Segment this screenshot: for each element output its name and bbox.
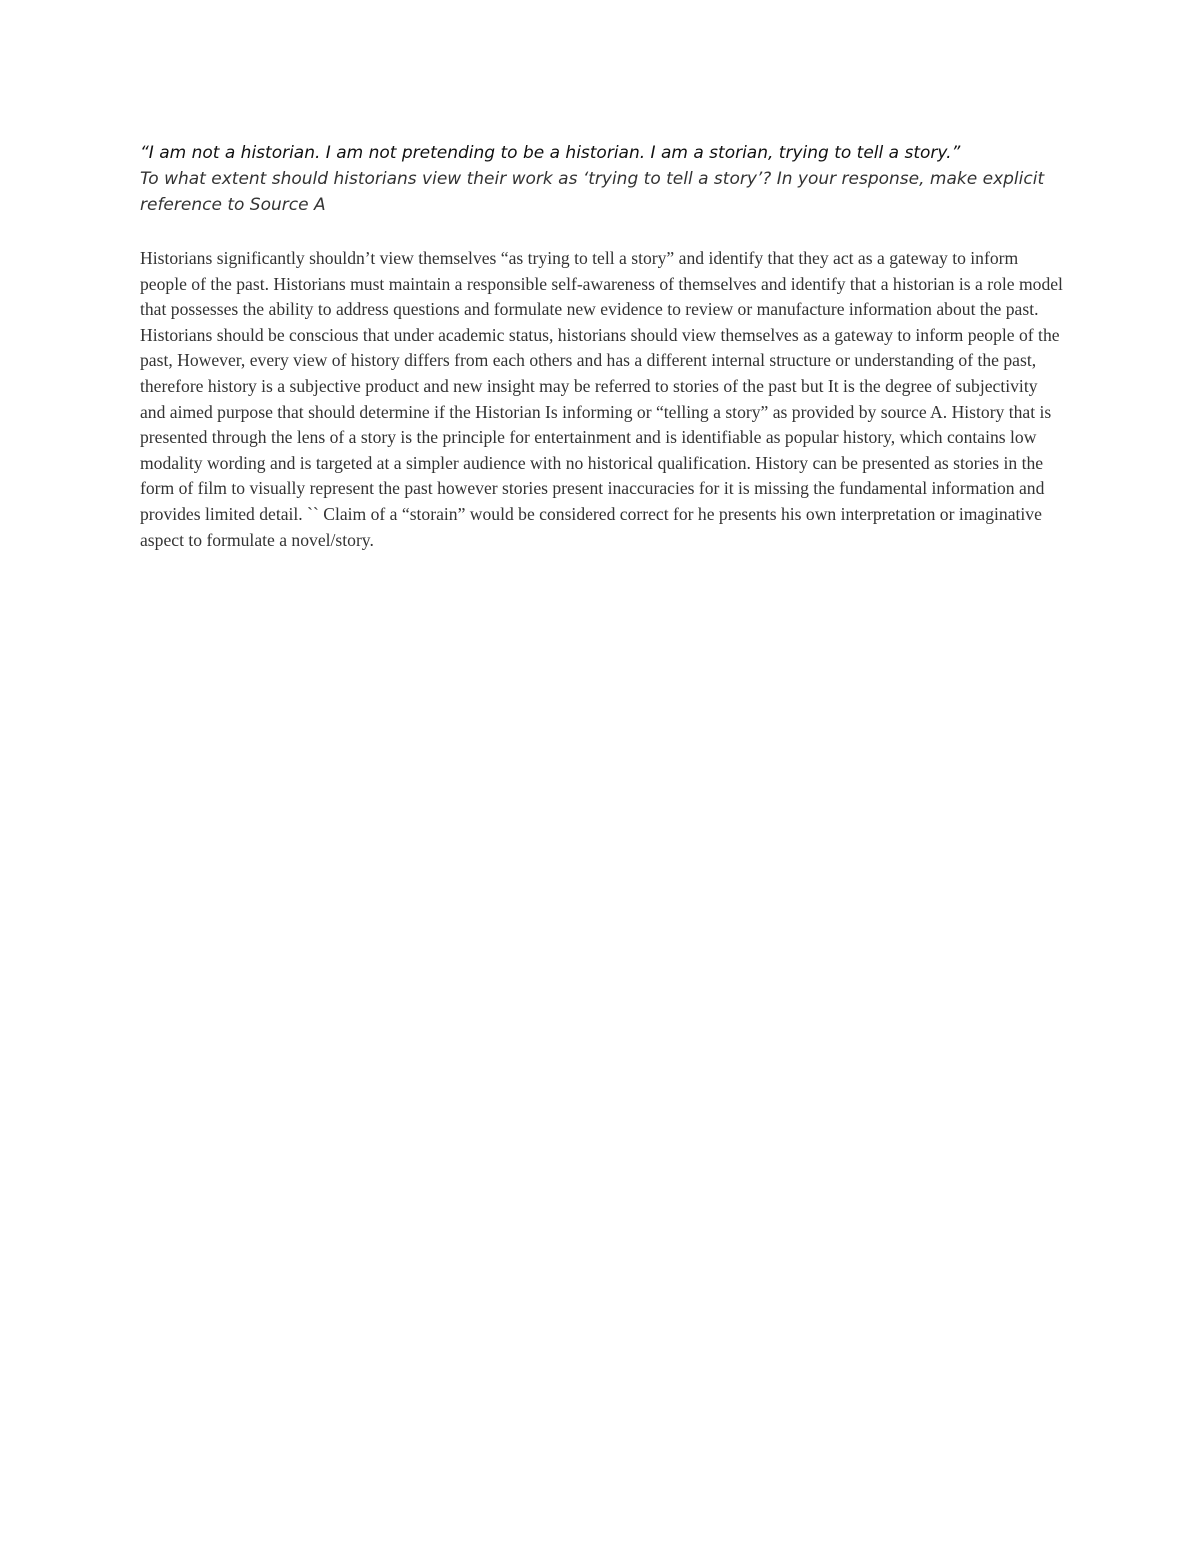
document-content xyxy=(140,140,1064,571)
essay-prompt xyxy=(140,140,1064,218)
essay-question: To what extent should historians view their work as ‘trying to tell a story’? In your response, make explicit reference to Source A xyxy=(140,169,1045,215)
essay-body: Historians significantly shouldn’t view themselves “as trying to tell a story” and identify that they act as a gateway to inform people of the past. Historians must maintain a responsible self-awareness of themselves and identify that a historian is a role model that possesses the ability to address questions and formulate new evidence to review or manufacture information about the past. Historians should be conscious that under academic status, historians should view themselves as a gateway to inform people of the past, However, every view of history differs from each others and has a different internal structure or understanding of the past, therefore history is a subjective product and new insight may be referred to stories of the past but It is the degree of subjectivity and aimed purpose that should determine if the Historian Is informing or “telling a story” as provided by source A. History that is presented through the lens of a story is the principle for entertainment and is identifiable as popular history, which contains low modality wording and is targeted at a simpler audience with no historical qualification. History can be presented as stories in the form of film to visually represent the past however stories present inaccuracies for it is missing the fundamental information and provides limited detail. `` Claim of a “storain” would be considered correct for he presents his own interpretation or imaginative aspect to formulate a novel/story. xyxy=(140,248,1063,550)
source-quote: “I am not a historian. I am not pretending to be a historian. I am a storian, trying to tell a story.” xyxy=(140,143,961,163)
